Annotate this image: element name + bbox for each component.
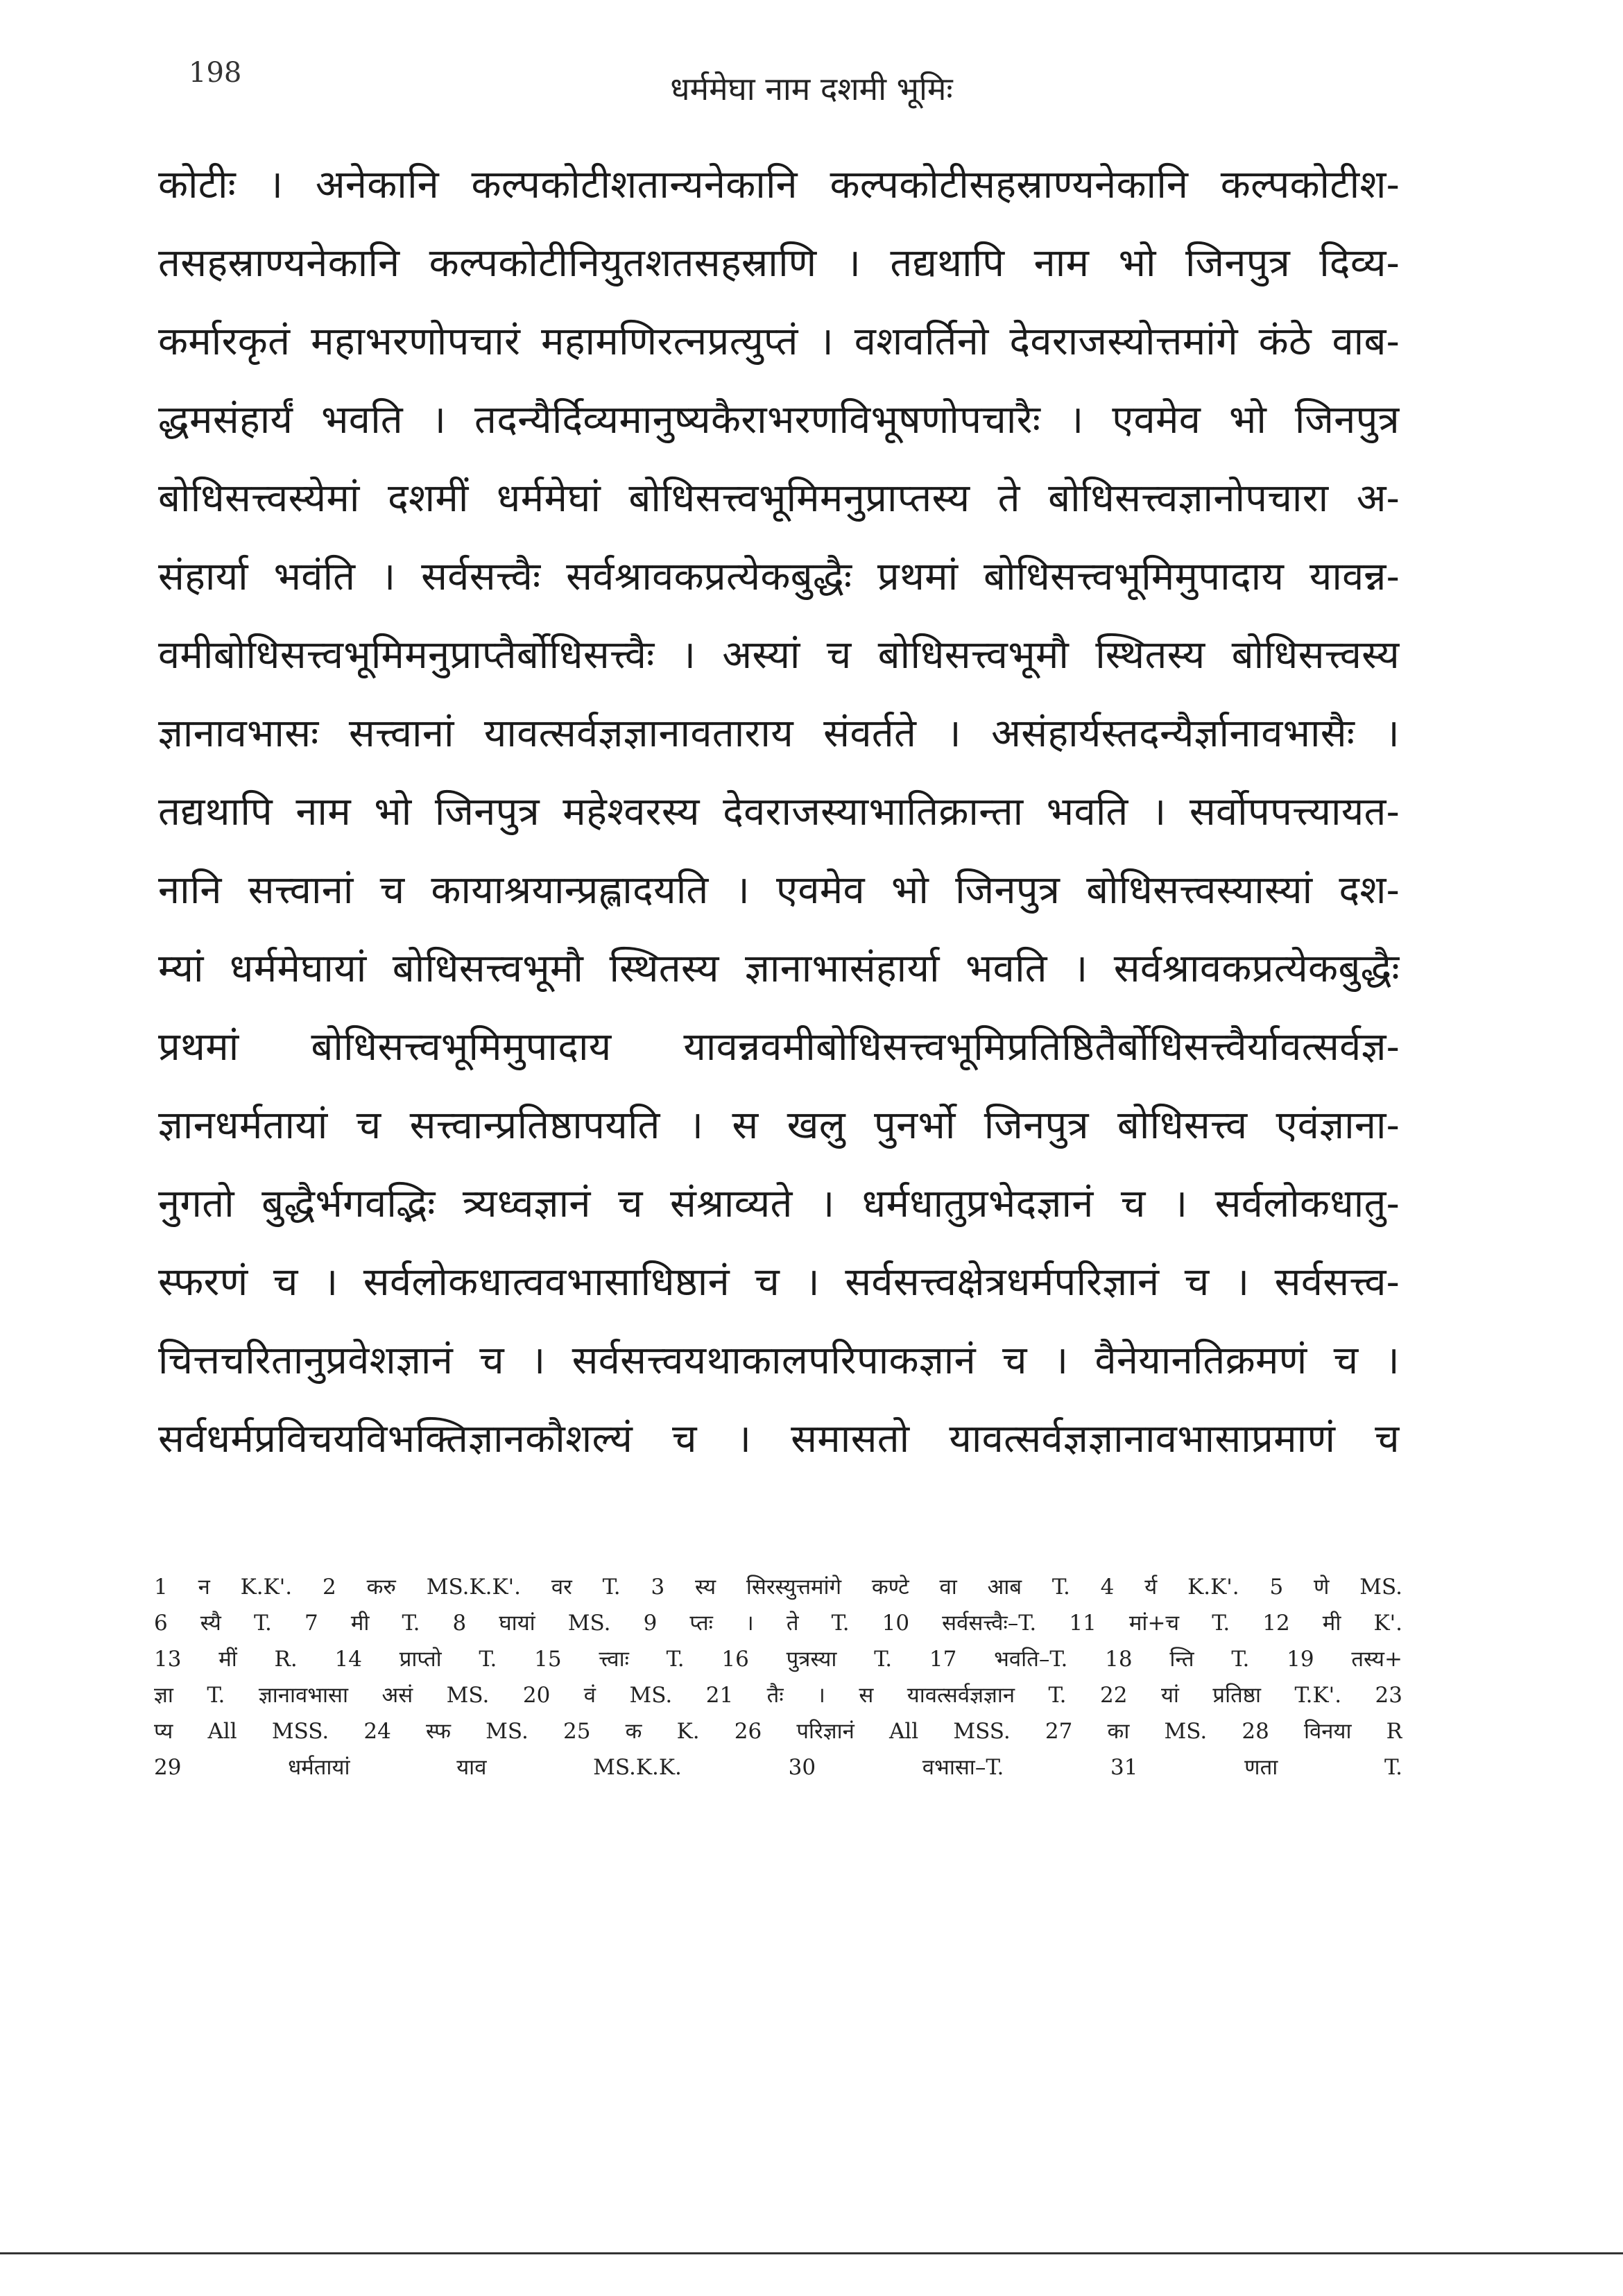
body-line: ज्ञानधर्मतायां च सत्त्वान्प्रतिष्ठापयति । स खलु पुनर्भो जिनपुत्र बोधिसत्त्व एवंज्ञाना- (158, 1103, 1400, 1148)
body-line: ज्ञानावभासः सत्त्वानां यावत्सर्वज्ञज्ञानावताराय संवर्तते । असंहार्यस्तदन्यैर्ज्ञानावभासैः । (158, 711, 1400, 756)
page-number: 198 (189, 57, 242, 89)
footnote-line: 13 मीं R. 14 प्राप्तो T. 15 त्त्वाः T. 16 पुत्रस्या T. 17 भवति–T. 18 न्ति T. 19 तस्य+ (154, 1647, 1402, 1672)
body-line: नुगतो बुद्धैर्भगवद्भिः त्र्यध्वज्ञानं च संश्राव्यते । धर्मधातुप्रभेदज्ञानं च । सर्वलोकधातु- (158, 1181, 1400, 1226)
footnote-line: प्य All MSS. 24 स्फ MS. 25 क K. 26 परिज्ञानं All MSS. 27 का MS. 28 विनया R (154, 1719, 1402, 1744)
footnote-line: ज्ञा T. ज्ञानावभासा असं MS. 20 वं MS. 21 तैः । स यावत्सर्वज्ञज्ञान T. 22 यां प्रतिष्ठा T.K'. 23 (154, 1683, 1402, 1708)
body-line: द्धमसंहार्यं भवति । तदन्यैर्दिव्यमानुष्यकैराभरणविभूषणोपचारैः । एवमेव भो जिनपुत्र (158, 397, 1400, 443)
body-line: कोटीः । अनेकानि कल्पकोटीशतान्यनेकानि कल्पकोटीसहस्राण्यनेकानि कल्पकोटीश- (158, 162, 1400, 207)
body-line: तद्यथापि नाम भो जिनपुत्र महेश्वरस्य देवराजस्याभातिक्रान्ता भवति । सर्वोपपत्त्यायत- (158, 789, 1400, 834)
running-head: धर्ममेघा नाम दशमी भूमिः (670, 70, 953, 108)
body-line: चित्तचरितानुप्रवेशज्ञानं च । सर्वसत्त्वयथाकालपरिपाकज्ञानं च । वैनेयानतिक्रमणं च । (158, 1338, 1400, 1383)
body-line: नानि सत्त्वानां च कायाश्रयान्प्रह्लादयति । एवमेव भो जिनपुत्र बोधिसत्त्वस्यास्यां दश- (158, 868, 1400, 913)
body-text (158, 154, 1400, 1487)
body-line: कर्मारकृतं महाभरणोपचारं महामणिरत्नप्रत्युप्तं । वशवर्तिनो देवराजस्योत्तमांगे कंठे वाब- (158, 319, 1400, 364)
bottom-rule (0, 2252, 1623, 2254)
footnote-line: 6 स्यै T. 7 मी T. 8 घायां MS. 9 प्तः । ते T. 10 सर्वसत्त्वैः–T. 11 मां+च T. 12 मी K'. (154, 1611, 1402, 1636)
body-line: स्फरणं च । सर्वलोकधात्ववभासाधिष्ठानं च । सर्वसत्त्वक्षेत्रधर्मपरिज्ञानं च । सर्वसत्त्व- (158, 1260, 1400, 1305)
body-line: म्यां धर्ममेघायां बोधिसत्त्वभूमौ स्थितस्य ज्ञानाभासंहार्या भवति । सर्वश्रावकप्रत्येकबुद्धैः (158, 946, 1400, 991)
body-line: सर्वधर्मप्रविचयविभक्तिज्ञानकौशल्यं च । समासतो यावत्सर्वज्ञज्ञानावभासाप्रमाणं च (158, 1416, 1400, 1462)
body-line: प्रथमां बोधिसत्त्वभूमिमुपादाय यावन्नवमीबोधिसत्त्वभूमिप्रतिष्ठितैर्बोधिसत्त्वैर्यावत्सर्वज्ञ- (158, 1025, 1400, 1070)
footnote-line: 29 धर्मतायां याव MS.K.K. 30 वभासा–T. 31 णता T. (154, 1755, 1402, 1780)
body-line: बोधिसत्त्वस्येमां दशमीं धर्ममेघां बोधिसत्त्वभूमिमनुप्राप्तस्य ते बोधिसत्त्वज्ञानोपचारा अ- (158, 476, 1400, 521)
body-line: तसहस्राण्यनेकानि कल्पकोटीनियुतशतसहस्राणि । तद्यथापि नाम भो जिनपुत्र दिव्य- (158, 241, 1400, 286)
body-line: संहार्या भवंति । सर्वसत्त्वैः सर्वश्रावकप्रत्येकबुद्धैः प्रथमां बोधिसत्त्वभूमिमुपादाय यावन्न- (158, 554, 1400, 599)
body-line: वमीबोधिसत्त्वभूमिमनुप्राप्तैर्बोधिसत्त्वैः । अस्यां च बोधिसत्त्वभूमौ स्थितस्य बोधिसत्त्वस्य (158, 633, 1400, 678)
footnote-line: 1 न K.K'. 2 करु MS.K.K'. वर T. 3 स्य सिरस्युत्तमांगे कण्टे वा आब T. 4 र्य K.K'. 5 णे MS. (154, 1575, 1402, 1600)
footnotes (154, 1570, 1402, 1787)
